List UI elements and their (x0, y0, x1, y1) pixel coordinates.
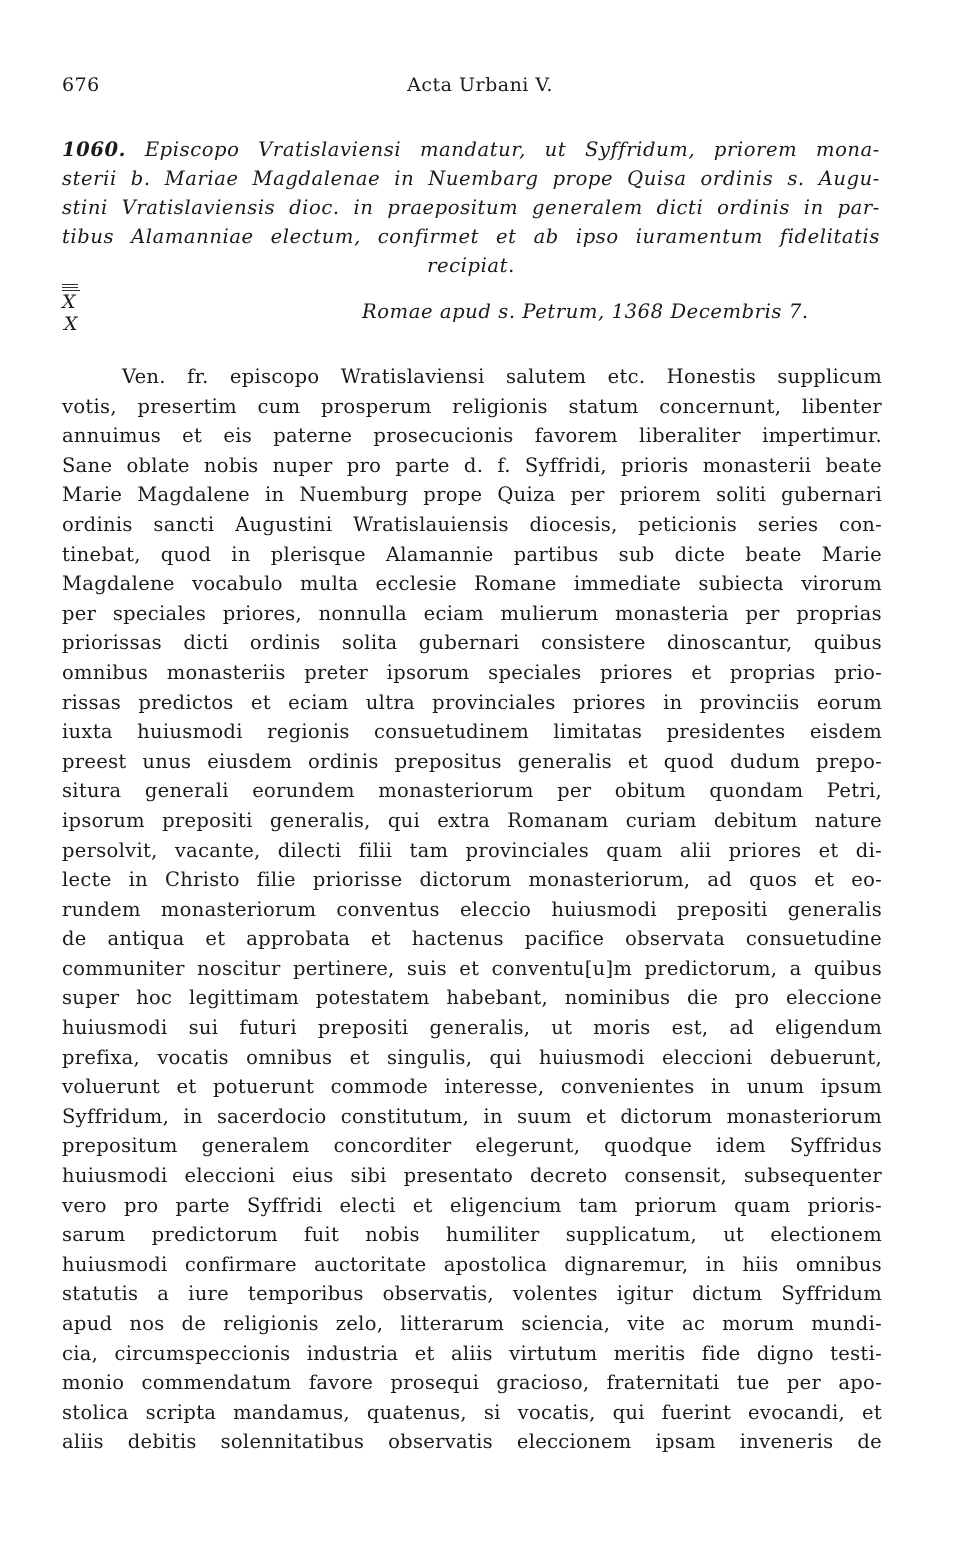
body-line: iuxta huiusmodi regionis consuetudinem limitatas presidentes eisdem (62, 720, 882, 744)
body-line: cia, circumspeccionis industria et aliis virtutum meritis fide digno testi- (62, 1341, 882, 1365)
body-line: huiusmodi eleccioni eius sibi presentato decreto consensit, subsequenter (62, 1164, 882, 1188)
body-line: Magdalene vocabulo multa ecclesie Romane immediate subiecta virorum (62, 572, 882, 596)
letter-body (62, 362, 882, 1457)
body-line: priorissas dicti ordinis solita gubernari consistere dinoscantur, quibus (62, 631, 882, 655)
page-header (62, 74, 898, 104)
running-title: Acta Urbani V. (407, 74, 553, 96)
body-line: de antiqua et approbata et hactenus pacifice observata consuetudine (62, 927, 882, 951)
margin-mark: X (64, 313, 78, 335)
body-line: communiter noscitur pertinere, suis et conventu[u]m predictorum, a quibus (62, 956, 882, 980)
margin-rule (62, 284, 78, 285)
body-line: apud nos de religionis zelo, litterarum sciencia, vite ac morum mundi- (62, 1312, 882, 1335)
body-line: omnibus monasteriis preter ipsorum speciales priores et proprias prio- (62, 660, 882, 684)
body-line: votis, presertim cum prosperum religionis statum concernunt, libenter (62, 394, 882, 418)
body-line: stolica scripta mandamus, quatenus, si vocatis, qui fuerint evocandi, et (62, 1400, 882, 1424)
body-line: annuimus et eis paterne prosecucionis favorem liberaliter impertimur. (62, 424, 882, 448)
body-line: situra generali eorundem monasteriorum per obitum quondam Petri, (62, 779, 882, 803)
margin-mark: X (62, 290, 80, 313)
body-line: ipsorum prepositi generalis, qui extra Romanam curiam debitum nature (62, 808, 882, 832)
body-line: Sane oblate nobis nuper pro parte d. f. Syffridi, prioris monasterii beate (62, 453, 882, 477)
body-line: aliis debitis solennitatibus observatis eleccionem ipsam inveneris de (62, 1430, 882, 1454)
body-line: monio commendatum favore prosequi gracioso, fraternitati tue per apo- (62, 1371, 882, 1395)
body-line: super hoc legittimam potestatem habebant, nominibus die pro eleccione (62, 986, 882, 1010)
body-line: Marie Magdalene in Nuemburg prope Quiza per priorem soliti gubernari (62, 483, 882, 507)
body-line: per speciales priores, nonnulla eciam mulierum monasteria per proprias (62, 601, 882, 625)
summary-line: sterii b. Mariae Magdalenae in Nuembarg prope Quisa ordinis s. Augu- (62, 167, 880, 190)
body-line: lecte in Christo filie priorisse dictorum monasteriorum, ad quos et eo- (62, 868, 882, 892)
page-number: 676 (62, 74, 100, 96)
document-number: 1060. (62, 138, 127, 161)
body-line: persolvit, vacante, dilecti filii tam provinciales quam alii priores et di- (62, 838, 882, 862)
summary-line: 1060. Episcopo Vratislaviensi mandatur, ut Syffridum, priorem mona- (62, 138, 880, 161)
summary-line: tibus Alamanniae electum, confirmet et ab ipso iuramentum fidelitatis (62, 225, 880, 248)
summary-line: stini Vratislaviensis dioc. in praepositum generalem dicti ordinis in par- (62, 196, 880, 219)
body-line: Ven. fr. episcopo Wratislaviensi salutem etc. Honestis supplicum (122, 365, 882, 388)
body-line: statutis a iure temporibus observatis, volentes igitur dictum Syffridum (62, 1282, 882, 1306)
body-line: preest unus eiusdem ordinis prepositus generalis et quod dudum prepo- (62, 749, 882, 773)
body-line: tinebat, quod in plerisque Alamannie partibus sub dicte beate Marie (62, 542, 882, 566)
body-line: rundem monasteriorum conventus eleccio huiusmodi prepositi generalis (62, 897, 882, 921)
body-line: Syffridum, in sacerdocio constitutum, in suum et dictorum monasteriorum (62, 1104, 882, 1128)
body-line: sarum predictorum fuit nobis humiliter supplicatum, ut electionem (62, 1223, 882, 1247)
body-line: huiusmodi sui futuri prepositi generalis, ut moris est, ad eligendum (62, 1016, 882, 1040)
margin-note (62, 282, 102, 335)
body-line: prefixa, vocatis omnibus et singulis, qui huiusmodi eleccioni debuerunt, (62, 1045, 882, 1069)
body-line: vero pro parte Syffridi electi et eligencium tam priorum quam prioris- (62, 1193, 882, 1217)
body-line: ordinis sancti Augustini Wratislauiensis diocesis, peticionis series con- (62, 512, 882, 536)
body-line: prepositum generalem concorditer elegerunt, quodque idem Syffridus (62, 1134, 882, 1158)
body-line: rissas predictos et eciam ultra provinciales priores in provinciis eorum (62, 690, 882, 714)
document-summary (62, 135, 880, 280)
summary-line: recipiat. (427, 254, 515, 277)
margin-rule (62, 287, 78, 288)
body-line: voluerunt et potuerunt commode interesse, convenientes in unum ipsum (62, 1075, 882, 1099)
dateline: Romae apud s. Petrum, 1368 Decembris 7. (362, 300, 809, 323)
body-line: huiusmodi confirmare auctoritate apostolica dignaremur, in hiis omnibus (62, 1252, 882, 1276)
